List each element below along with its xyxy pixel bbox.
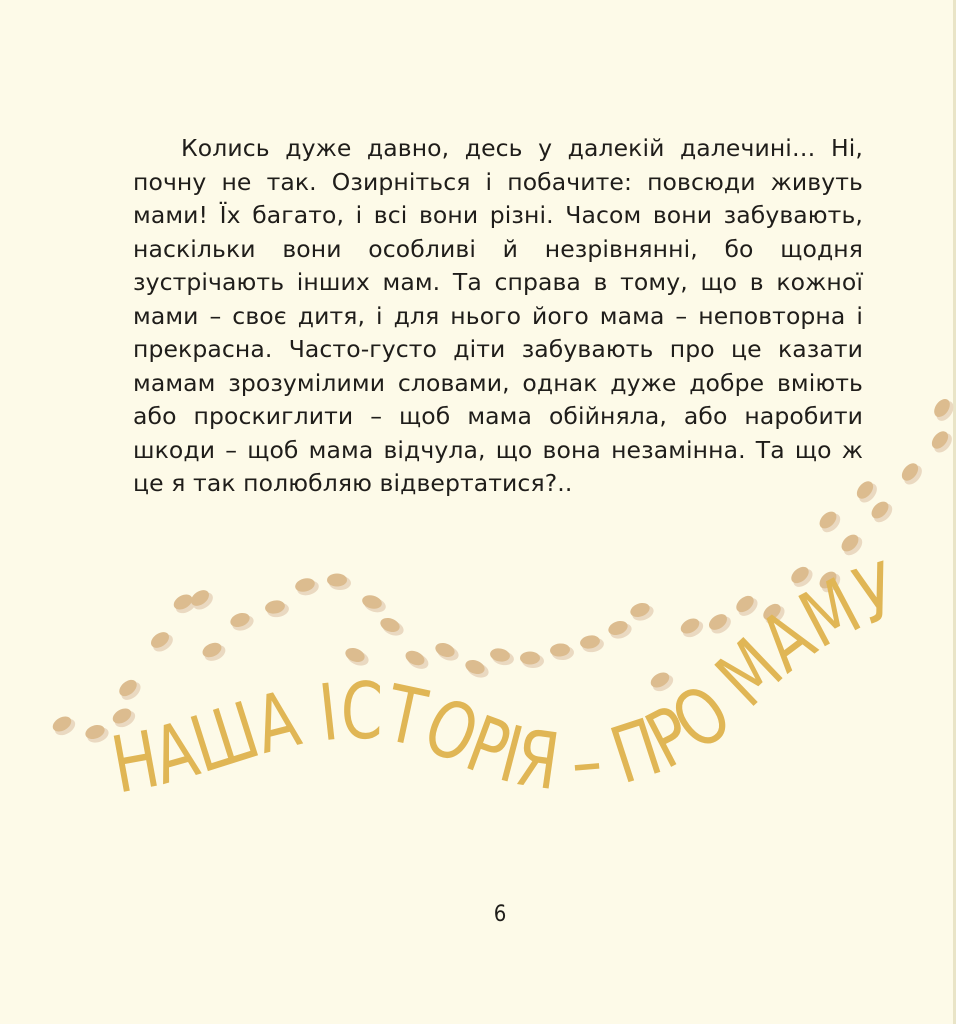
headline bbox=[105, 543, 917, 812]
page-number: 6 bbox=[493, 902, 507, 927]
seed bbox=[520, 652, 540, 665]
seed bbox=[327, 574, 347, 587]
headline-text: НАША ІСТОРІЯ – ПРО МАМУ bbox=[105, 543, 917, 812]
body-paragraph: Колись дуже давно, десь у далекій далечині… Ні, почну не так. Озирніться і побачите: повсюди живуть мами! Їх багато, і всі вони різні. Часом вони забувають, наскільки вони особливі й незрівнянні, бо щодня зустрічають інших мам. Та справа в тому, що в кожної мами – своє дитя, і для нього його мама – неповторна і прекрасна. Часто-густо діти забувають про це казати мамам зрозумілими словами, однак дуже добре вміють або проскиглити – щоб мама обійняла, або наробити шкоди – щоб мама відчула, що вона незамінна. Та що ж це я так полюбляю відвертатися?.. bbox=[133, 134, 863, 497]
